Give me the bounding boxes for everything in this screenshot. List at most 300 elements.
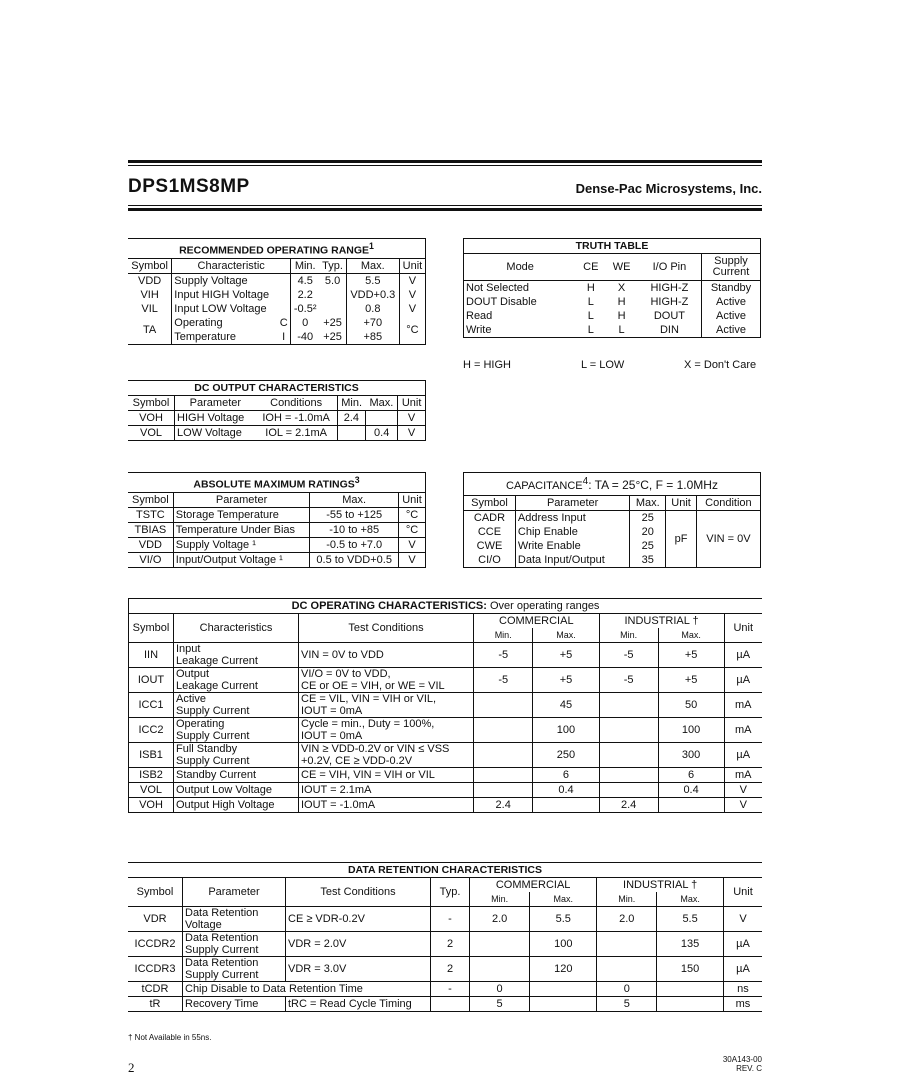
test-conditions: VDR = 2.0V xyxy=(286,932,431,957)
col-header: Unit xyxy=(724,614,762,643)
parameter: Input/Output Voltage ¹ xyxy=(173,552,310,567)
ind-min: -5 xyxy=(599,668,658,693)
capacitance-title: CAPACITANCE$^4$: TA = 25°C, F = 1.0MHz xyxy=(464,473,761,496)
characteristic: Input HIGH Voltage xyxy=(174,288,270,301)
col-header: Min. xyxy=(597,892,657,907)
ind-max: 100 xyxy=(658,718,724,743)
typ: 2 xyxy=(431,957,470,982)
col-header: Unit xyxy=(666,496,697,511)
ind-min: 0 xyxy=(597,982,657,997)
unit: mA xyxy=(735,699,752,711)
table-row xyxy=(128,330,426,345)
ind-max xyxy=(657,997,724,1012)
characteristic: Output High Voltage xyxy=(174,798,299,813)
symbol: VDD xyxy=(128,273,172,288)
ind-max: 135 xyxy=(657,932,724,957)
table-row xyxy=(464,323,761,338)
truth-title: TRUTH TABLE xyxy=(464,239,761,254)
unit: mA xyxy=(735,724,752,736)
characteristic: Full Standby Supply Current xyxy=(174,743,299,768)
com-max: 250 xyxy=(533,743,599,768)
unit: V xyxy=(399,273,425,288)
test-conditions: VI/O = 0V to VDD, CE or OE = VIH, or WE = VIL xyxy=(299,668,474,693)
col-header: Symbol xyxy=(128,396,175,411)
supply-current: Active xyxy=(702,309,761,323)
characteristic: Operating Supply Current xyxy=(174,718,299,743)
data-retention-table xyxy=(128,862,762,1012)
col-header: Characteristics xyxy=(174,614,299,643)
symbol: CCE xyxy=(464,525,516,539)
col-header: Characteristic xyxy=(172,258,291,273)
typ: - xyxy=(431,907,470,932)
dc-op-title: DC OPERATING CHARACTERISTICS: Over operating ranges xyxy=(129,599,763,614)
conditions: IOH = -1.0mA xyxy=(256,411,337,426)
com-min: -5 xyxy=(474,643,533,668)
col-header: Parameter xyxy=(183,878,286,907)
ind-max xyxy=(658,798,724,813)
footnote: † Not Available in 55ns. xyxy=(128,1033,212,1042)
typ xyxy=(431,997,470,1012)
symbol: VOL xyxy=(128,426,175,441)
com-min: 0 xyxy=(470,982,530,997)
unit: µA xyxy=(736,674,751,686)
ind-min: 2.0 xyxy=(597,907,657,932)
table-row xyxy=(128,932,762,957)
col-header: Unit xyxy=(723,878,762,907)
com-max: 6 xyxy=(533,768,599,783)
symbol: CI/O xyxy=(464,553,516,568)
unit: °C xyxy=(399,316,425,345)
col-header: Min. xyxy=(294,259,316,272)
unit: mA xyxy=(735,769,752,781)
parameter: Storage Temperature xyxy=(173,507,310,522)
symbol: VDR xyxy=(128,907,183,932)
supply-current: Active xyxy=(702,295,761,309)
table-row xyxy=(128,982,762,997)
unit: ms xyxy=(735,998,751,1010)
table-row xyxy=(129,783,763,798)
table-row xyxy=(128,997,762,1012)
table-row xyxy=(128,537,426,552)
test-conditions: VIN ≥ VDD-0.2V or VIN ≤ VSS +0.2V, CE ≥ VDD-0.2V xyxy=(299,743,474,768)
col-header: Max. xyxy=(658,628,724,643)
com-min: 2.0 xyxy=(470,907,530,932)
table-row xyxy=(128,426,426,441)
ind-min xyxy=(597,932,657,957)
symbol: ICCDR2 xyxy=(128,932,183,957)
ce: H xyxy=(586,282,595,294)
we: H xyxy=(617,310,626,322)
com-min xyxy=(474,693,533,718)
symbol: tR xyxy=(128,997,183,1012)
com-max: +5 xyxy=(533,668,599,693)
symbol: VIL xyxy=(128,302,172,316)
col-header: COMMERCIAL xyxy=(474,614,600,629)
table-row xyxy=(128,411,426,426)
mode: Not Selected xyxy=(464,281,577,296)
col-header: Max. xyxy=(630,496,666,511)
parameter: Chip Disable to Data Retention Time xyxy=(183,982,431,997)
com-max: 5.5 xyxy=(530,907,597,932)
com-max: 100 xyxy=(533,718,599,743)
com-min xyxy=(470,957,530,982)
ind-min: -5 xyxy=(599,643,658,668)
table-row xyxy=(129,743,763,768)
table-row xyxy=(464,295,761,309)
typ xyxy=(319,288,346,302)
test-conditions: CE = VIH, VIN = VIH or VIL xyxy=(299,768,474,783)
table-row xyxy=(464,309,761,323)
col-header: Conditions xyxy=(256,396,337,411)
ind-max: 50 xyxy=(658,693,724,718)
mode: Write xyxy=(464,323,577,338)
ind-max: 300 xyxy=(658,743,724,768)
com-min xyxy=(474,743,533,768)
part-number: DPS1MS8MP xyxy=(128,176,250,197)
unit: µA xyxy=(736,649,751,661)
unit: pF xyxy=(666,511,697,568)
max: 20 xyxy=(630,525,666,539)
test-conditions: CE = VIL, VIN = VIH or VIL, IOUT = 0mA xyxy=(299,693,474,718)
supply-current: Active xyxy=(702,323,761,338)
table-row xyxy=(128,957,762,982)
table-row xyxy=(129,768,763,783)
min: 2.4 xyxy=(337,411,366,426)
ind-min xyxy=(597,957,657,982)
truth-legend-low: L = LOW xyxy=(581,359,625,371)
min: -40 xyxy=(297,330,314,343)
col-header: Parameter xyxy=(189,397,242,409)
com-max: 45 xyxy=(533,693,599,718)
parameter: HIGH Voltage xyxy=(177,412,245,424)
ind-max: 5.5 xyxy=(657,907,724,932)
unit: V xyxy=(739,799,747,811)
page-number: 2 xyxy=(128,1060,135,1075)
ind-min xyxy=(599,743,658,768)
characteristic: Standby Current xyxy=(174,768,299,783)
min: -0.5² xyxy=(293,302,317,315)
table-row xyxy=(128,288,426,302)
col-header: Parameter xyxy=(173,492,310,507)
symbol: VDD xyxy=(128,537,173,552)
table-row xyxy=(128,302,426,316)
col-header: Max. xyxy=(657,892,724,907)
symbol: ICC1 xyxy=(129,693,174,718)
sub: C xyxy=(277,316,290,330)
symbol: tCDR xyxy=(128,982,183,997)
unit: ns xyxy=(737,983,749,995)
col-header: Unit xyxy=(398,396,426,411)
min: 2.2 xyxy=(297,288,313,301)
max: VDD+0.3 xyxy=(346,288,399,302)
header-rule-bottom-thick xyxy=(128,208,762,211)
col-header: Min. xyxy=(470,892,530,907)
sub xyxy=(277,288,290,302)
table-row xyxy=(129,668,763,693)
header-rule-top-thin xyxy=(128,165,762,166)
max: 35 xyxy=(630,553,666,568)
ind-min xyxy=(599,718,658,743)
unit: µA xyxy=(736,938,750,950)
com-max xyxy=(530,982,597,997)
ind-max: +5 xyxy=(658,668,724,693)
characteristic: Supply Voltage xyxy=(174,274,248,287)
unit: V xyxy=(739,784,747,796)
com-max: 0.4 xyxy=(533,783,599,798)
conditions: IOL = 2.1mA xyxy=(256,426,337,441)
max: 5.5 xyxy=(346,273,399,288)
typ: 5.0 xyxy=(319,273,346,288)
com-min xyxy=(470,932,530,957)
truth-legend-high: H = HIGH xyxy=(463,359,511,371)
com-max: 100 xyxy=(530,932,597,957)
parameter: LOW Voltage xyxy=(177,427,242,439)
condition: VIN = 0V xyxy=(696,511,760,568)
supply-current: Standby xyxy=(702,281,761,296)
col-header: INDUSTRIAL † xyxy=(597,878,724,893)
col-header: I/O Pin xyxy=(638,254,702,281)
max: 0.4 xyxy=(366,426,398,441)
com-min: 5 xyxy=(470,997,530,1012)
ind-min xyxy=(599,693,658,718)
ind-min xyxy=(599,768,658,783)
parameter: Write Enable xyxy=(515,539,629,553)
table-row xyxy=(128,552,426,567)
ind-max xyxy=(657,982,724,997)
ce: L xyxy=(587,310,594,322)
parameter: Supply Voltage ¹ xyxy=(173,537,310,552)
unit: V xyxy=(399,302,425,316)
symbol: VOH xyxy=(128,411,175,426)
unit: V xyxy=(739,913,747,925)
table-row xyxy=(129,718,763,743)
characteristic: Active Supply Current xyxy=(174,693,299,718)
symbol: TBIAS xyxy=(128,522,173,537)
col-header: Condition xyxy=(696,496,760,511)
table-row xyxy=(464,281,761,296)
unit: µA xyxy=(736,963,750,975)
col-header: Mode xyxy=(464,254,577,281)
parameter: Chip Enable xyxy=(515,525,629,539)
mode: Read xyxy=(464,309,577,323)
we: L xyxy=(618,324,625,336)
io-pin: HIGH-Z xyxy=(638,295,702,309)
unit: V xyxy=(398,552,425,567)
com-min xyxy=(474,718,533,743)
test-conditions: IOUT = 2.1mA xyxy=(299,783,474,798)
test-conditions: CE ≥ VDR-0.2V xyxy=(286,907,431,932)
characteristic: Input LOW Voltage xyxy=(174,302,267,315)
table-row xyxy=(129,643,763,668)
col-header: Test Conditions xyxy=(286,878,431,907)
col-header: INDUSTRIAL † xyxy=(599,614,724,629)
unit: °C xyxy=(398,507,425,522)
company-name: Dense-Pac Microsystems, Inc. xyxy=(575,181,762,196)
max: +85 xyxy=(346,330,399,345)
test-conditions: IOUT = -1.0mA xyxy=(299,798,474,813)
typ: +25 xyxy=(319,330,346,345)
symbol: ISB2 xyxy=(129,768,174,783)
unit: µA xyxy=(736,749,751,761)
table-row xyxy=(128,316,426,330)
unit: V xyxy=(398,426,426,441)
sub xyxy=(277,302,290,316)
max xyxy=(366,411,398,426)
we: X xyxy=(617,282,626,294)
mode: DOUT Disable xyxy=(464,295,577,309)
col-header: Symbol xyxy=(129,614,174,643)
characteristic: Input Leakage Current xyxy=(174,643,299,668)
dc-output-title: DC OUTPUT CHARACTERISTICS xyxy=(128,381,426,396)
symbol: ICC2 xyxy=(129,718,174,743)
test-conditions: VDR = 3.0V xyxy=(286,957,431,982)
characteristic: Temperature xyxy=(174,330,237,343)
col-header: Min. xyxy=(599,628,658,643)
document-id: 30A143-00 REV. C xyxy=(722,1055,762,1073)
ce: L xyxy=(587,324,594,336)
abs-max-title: ABSOLUTE MAXIMUM RATINGS$^3$ xyxy=(128,473,426,493)
ind-max: 0.4 xyxy=(658,783,724,798)
col-header: Max. xyxy=(310,492,399,507)
table-row xyxy=(128,907,762,932)
col-header: Min. xyxy=(474,628,533,643)
col-header: Parameter xyxy=(515,496,629,511)
recommended-operating-range-table xyxy=(128,238,426,345)
typ: 2 xyxy=(431,932,470,957)
col-header: Symbol xyxy=(128,492,173,507)
max: +70 xyxy=(346,316,399,330)
min: 0 xyxy=(302,316,309,329)
symbol: CWE xyxy=(464,539,516,553)
unit: V xyxy=(398,537,425,552)
typ xyxy=(319,302,346,316)
com-max xyxy=(530,997,597,1012)
col-header: Unit xyxy=(399,258,425,273)
ind-max: +5 xyxy=(658,643,724,668)
col-header: Symbol xyxy=(128,258,172,273)
truth-legend-dontcare: X = Don't Care xyxy=(684,359,757,371)
parameter: Address Input xyxy=(515,511,629,526)
io-pin: DIN xyxy=(638,323,702,338)
rec-op-title: RECOMMENDED OPERATING RANGE$^1$ xyxy=(128,239,426,259)
col-header: Max. xyxy=(533,628,599,643)
parameter: Data Retention Supply Current xyxy=(183,932,286,957)
col-header: Max. xyxy=(530,892,597,907)
dc-output-table xyxy=(128,380,426,441)
sub xyxy=(277,273,290,288)
test-conditions: tRC = Read Cycle Timing xyxy=(286,997,431,1012)
table-row xyxy=(128,507,426,522)
sub: I xyxy=(277,330,290,345)
com-min xyxy=(474,783,533,798)
ind-max: 150 xyxy=(657,957,724,982)
ind-min: 2.4 xyxy=(599,798,658,813)
symbol: IIN xyxy=(129,643,174,668)
ind-min: 5 xyxy=(597,997,657,1012)
col-header: Max. xyxy=(366,396,398,411)
max: 25 xyxy=(630,511,666,526)
typ: - xyxy=(431,982,470,997)
dr-title: DATA RETENTION CHARACTERISTICS xyxy=(128,863,762,878)
max: -10 to +85 xyxy=(310,522,399,537)
symbol: VOH xyxy=(129,798,174,813)
io-pin: DOUT xyxy=(638,309,702,323)
symbol: VIH xyxy=(128,288,172,302)
parameter: Data Retention Voltage xyxy=(183,907,286,932)
max: 0.8 xyxy=(346,302,399,316)
header-rule-bottom xyxy=(128,205,762,206)
symbol: VI/O xyxy=(128,552,173,567)
min xyxy=(337,426,366,441)
dc-operating-table xyxy=(128,598,762,813)
com-max: 120 xyxy=(530,957,597,982)
symbol: TA xyxy=(128,316,172,345)
test-conditions: VIN = 0V to VDD xyxy=(299,643,474,668)
absolute-max-table xyxy=(128,472,426,568)
unit: V xyxy=(399,288,425,302)
min: 4.5 xyxy=(297,274,313,287)
col-header: Typ. xyxy=(319,258,346,273)
capacitance-table xyxy=(463,472,761,568)
we: H xyxy=(617,296,626,308)
table-row xyxy=(464,511,761,526)
unit: °C xyxy=(398,522,425,537)
col-header: Max. xyxy=(346,258,399,273)
col-header: Symbol xyxy=(128,878,183,907)
col-header: WE xyxy=(612,261,631,273)
com-max xyxy=(533,798,599,813)
com-min: -5 xyxy=(474,668,533,693)
characteristic: Output Low Voltage xyxy=(174,783,299,798)
col-header: Symbol xyxy=(464,496,516,511)
symbol: ICCDR3 xyxy=(128,957,183,982)
com-min xyxy=(474,768,533,783)
max: -0.5 to +7.0 xyxy=(310,537,399,552)
symbol: VOL xyxy=(129,783,174,798)
ind-min xyxy=(599,783,658,798)
header-rule-top xyxy=(128,160,762,163)
max: 0.5 to VDD+0.5 xyxy=(310,552,399,567)
table-row xyxy=(129,798,763,813)
com-max: +5 xyxy=(533,643,599,668)
table-row xyxy=(129,693,763,718)
max: 25 xyxy=(630,539,666,553)
io-pin: HIGH-Z xyxy=(638,281,702,296)
col-header: Min. xyxy=(341,397,363,409)
symbol: CADR xyxy=(464,511,516,526)
symbol: ISB1 xyxy=(129,743,174,768)
parameter: Data Input/Output xyxy=(515,553,629,568)
parameter: Recovery Time xyxy=(183,997,286,1012)
max: -55 to +125 xyxy=(310,507,399,522)
typ: +25 xyxy=(319,316,346,330)
col-header: CE xyxy=(583,261,599,273)
col-header: Unit xyxy=(398,492,425,507)
col-header: COMMERCIAL xyxy=(470,878,597,893)
symbol: IOUT xyxy=(129,668,174,693)
table-row xyxy=(128,273,426,288)
col-header: Test Conditions xyxy=(299,614,474,643)
unit: V xyxy=(398,411,426,426)
characteristic: Output Leakage Current xyxy=(174,668,299,693)
col-header: Typ. xyxy=(431,878,470,907)
test-conditions: Cycle = min., Duty = 100%, IOUT = 0mA xyxy=(299,718,474,743)
parameter: Temperature Under Bias xyxy=(173,522,310,537)
ce: L xyxy=(587,296,594,308)
table-row xyxy=(128,522,426,537)
col-header: Supply Current xyxy=(702,254,761,281)
characteristic: Operating xyxy=(174,316,223,329)
